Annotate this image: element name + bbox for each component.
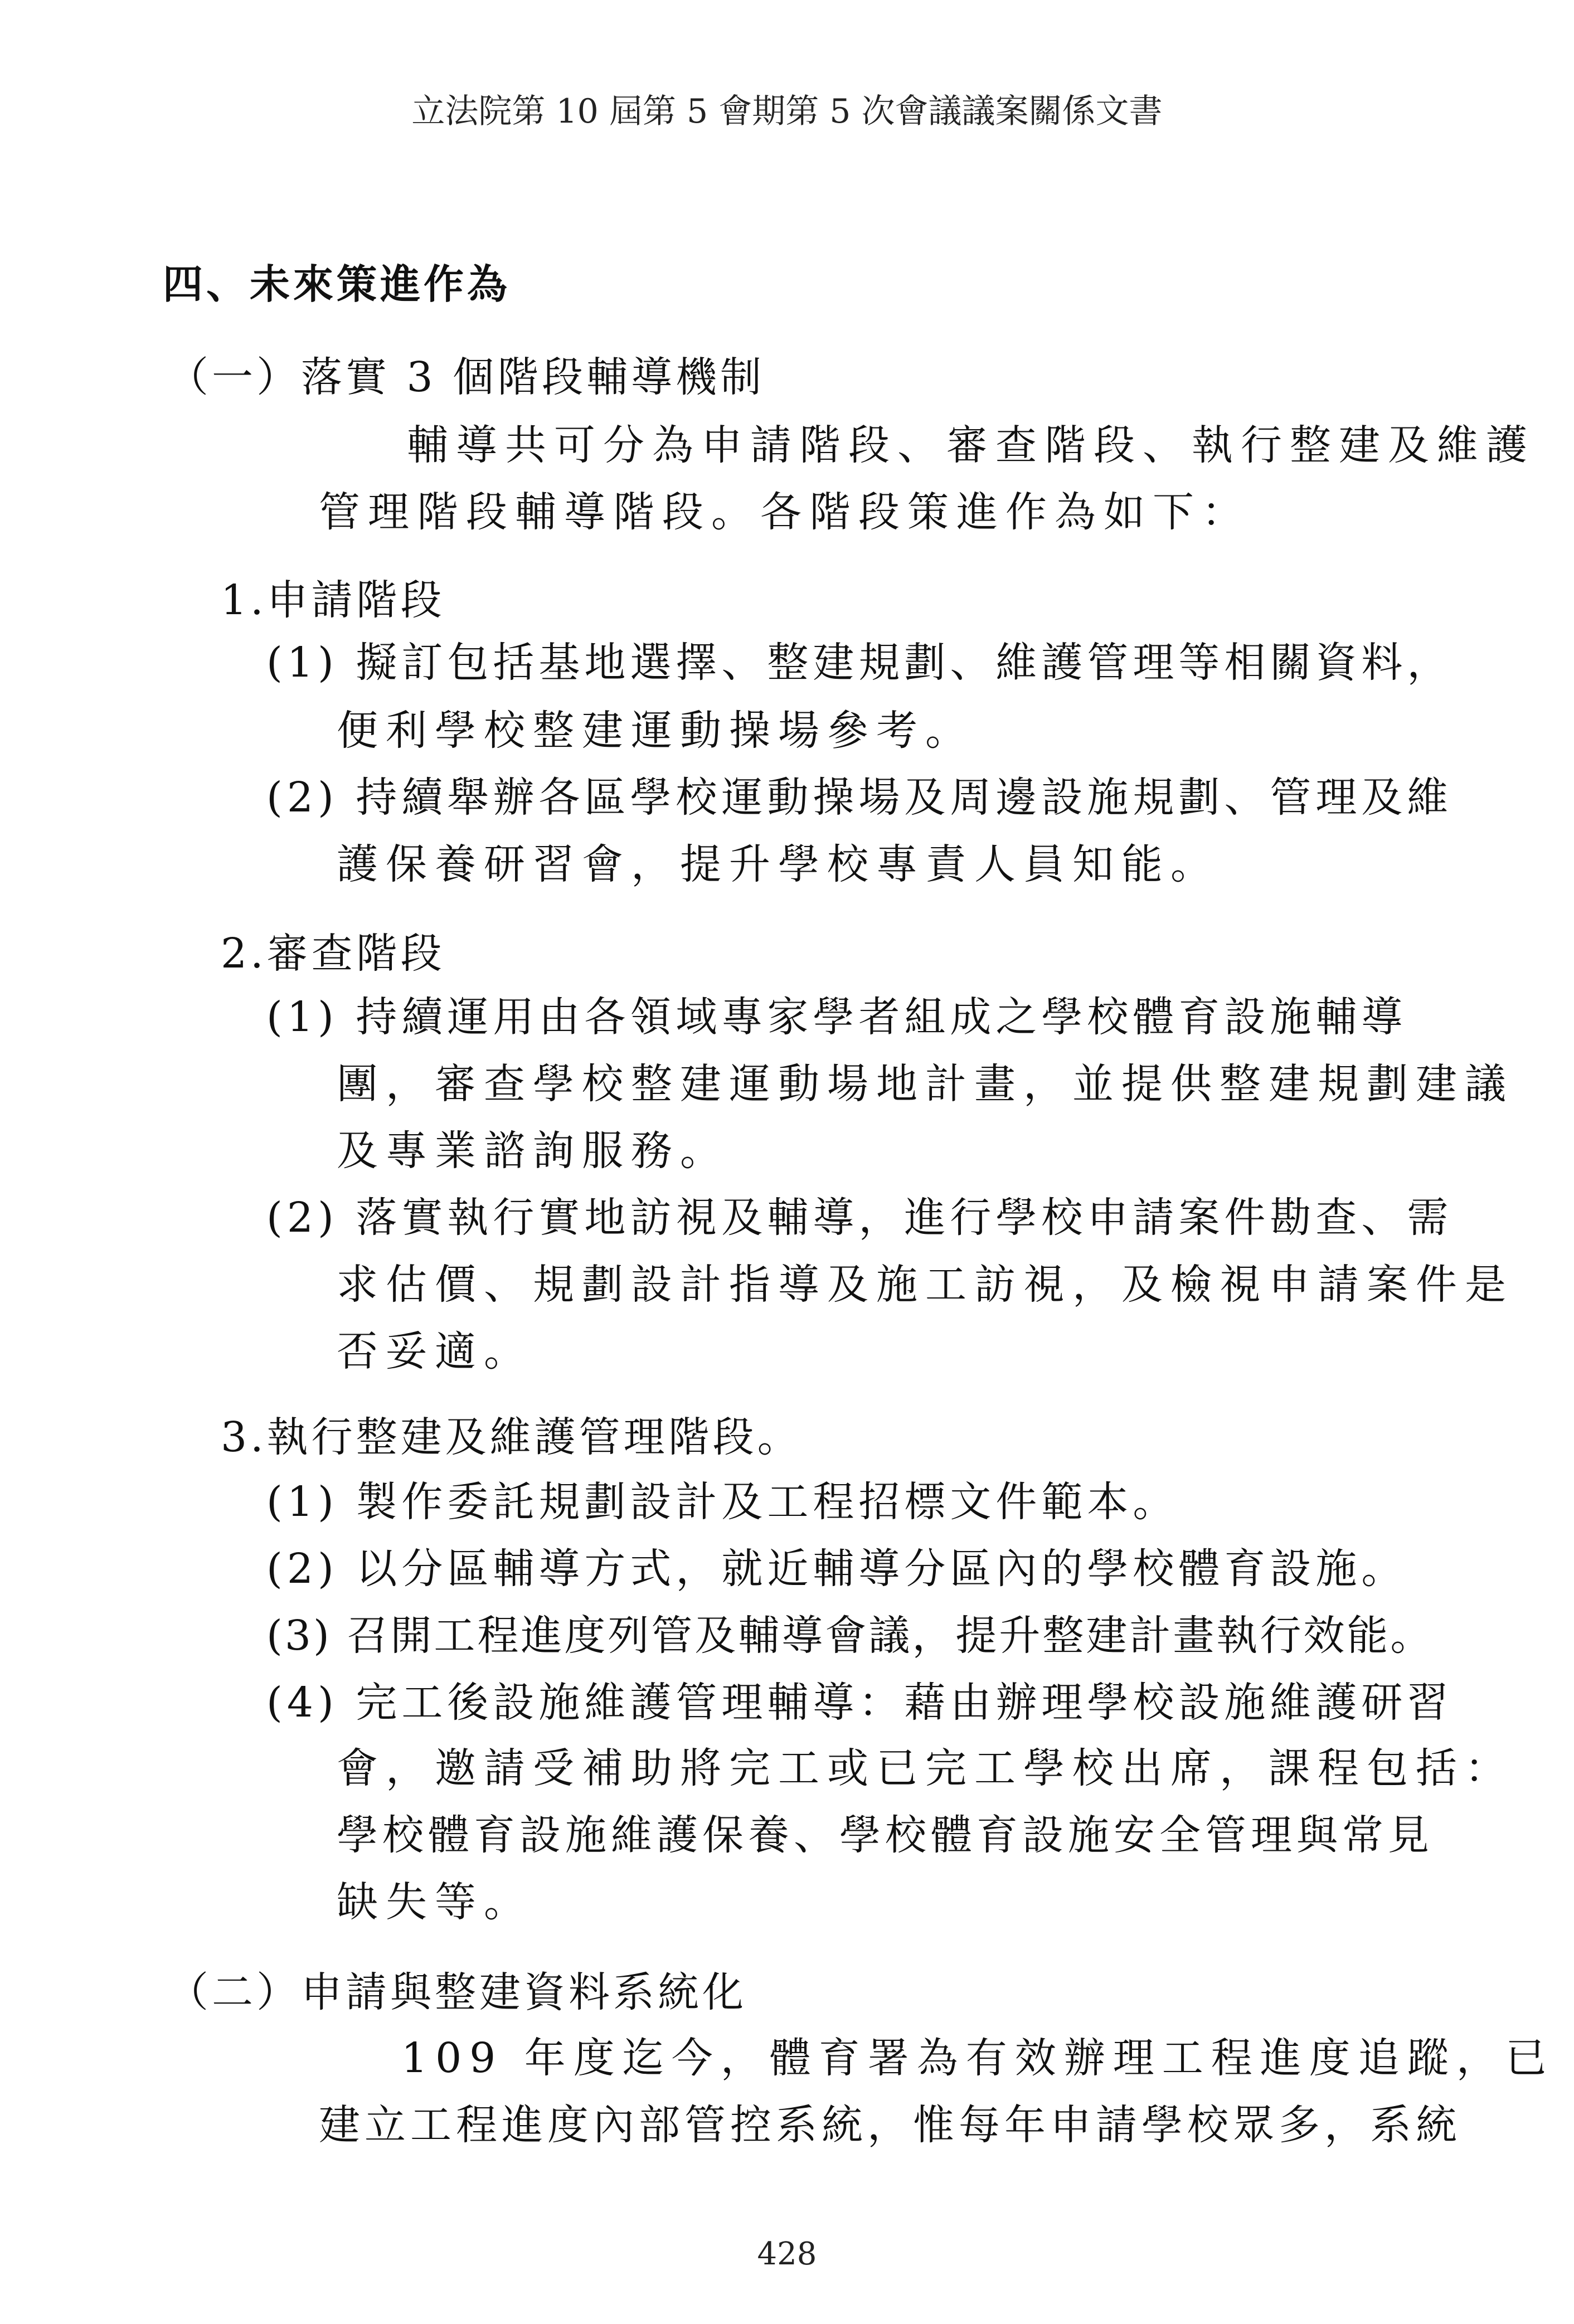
stage-3-item-1: (1) 製作委託規劃設計及工程招標文件範本。 [266, 1478, 1179, 1526]
document-header: 立法院第 10 屆第 5 會期第 5 次會議議案關係文書 [411, 92, 1163, 131]
section-2-title: （二）申請與整建資料系統化 [167, 1968, 747, 2016]
stage-2-item-1-line-3: 及專業諮詢服務。 [337, 1127, 729, 1175]
stage-3-item-4-line-3: 學校體育設施維護保養、學校體育設施安全管理與常見 [337, 1811, 1434, 1859]
section-1-intro-line-2: 管理階段輔導階段。各階段策進作為如下： [319, 488, 1251, 536]
stage-3-item-4-line-2: 會，邀請受補助將完工或已完工學校出席，課程包括： [337, 1744, 1514, 1792]
stage-1-item-1-line-2: 便利學校整建運動操場參考。 [337, 707, 974, 755]
section-1-intro-line-1: 輔導共可分為申請階段、審查階段、執行整建及維護 [407, 421, 1535, 469]
stage-3-item-4-line-4: 缺失等。 [337, 1878, 533, 1926]
section-2-para-line-2: 建立工程進度內部管控系統，惟每年申請學校眾多，系統 [319, 2101, 1461, 2149]
stage-2-item-1-line-2: 團，審查學校整建運動場地計畫，並提供整建規劃建議 [337, 1060, 1514, 1108]
stage-3-title: 3.執行整建及維護管理階段。 [221, 1413, 802, 1461]
chapter-title: 四、未來策進作為 [163, 260, 511, 308]
stage-1-item-2-line-1: (2) 持續舉辦各區學校運動操場及周邊設施規劃、管理及維 [266, 774, 1453, 821]
page-number: 428 [757, 2236, 817, 2272]
stage-2-item-2-line-1: (2) 落實執行實地訪視及輔導，進行學校申請案件勘查、需 [266, 1194, 1453, 1242]
stage-1-title: 1.申請階段 [221, 576, 445, 624]
section-1-title: （一）落實 3 個階段輔導機制 [167, 353, 765, 401]
stage-3-item-4-line-1: (4) 完工後設施維護管理輔導：藉由辦理學校設施維護研習 [266, 1679, 1453, 1727]
stage-3-item-2: (2) 以分區輔導方式，就近輔導分區內的學校體育設施。 [266, 1545, 1407, 1593]
stage-2-item-2-line-2: 求估價、規劃設計指導及施工訪視，及檢視申請案件是 [337, 1261, 1514, 1309]
stage-2-item-2-line-3: 否妥適。 [337, 1328, 533, 1375]
stage-3-item-3: (3) 召開工程進度列管及輔導會議，提升整建計畫執行效能。 [266, 1612, 1434, 1660]
stage-1-item-2-line-2: 護保養研習會，提升學校專責人員知能。 [337, 840, 1220, 888]
section-2-para-line-1: 109 年度迄今，體育署為有效辦理工程進度追蹤，已 [401, 2034, 1554, 2082]
stage-2-item-1-line-1: (1) 持續運用由各領域專家學者組成之學校體育設施輔導 [266, 993, 1407, 1041]
stage-1-item-1-line-1: (1) 擬訂包括基地選擇、整建規劃、維護管理等相關資料， [266, 639, 1453, 687]
stage-2-title: 2.審查階段 [221, 930, 445, 978]
